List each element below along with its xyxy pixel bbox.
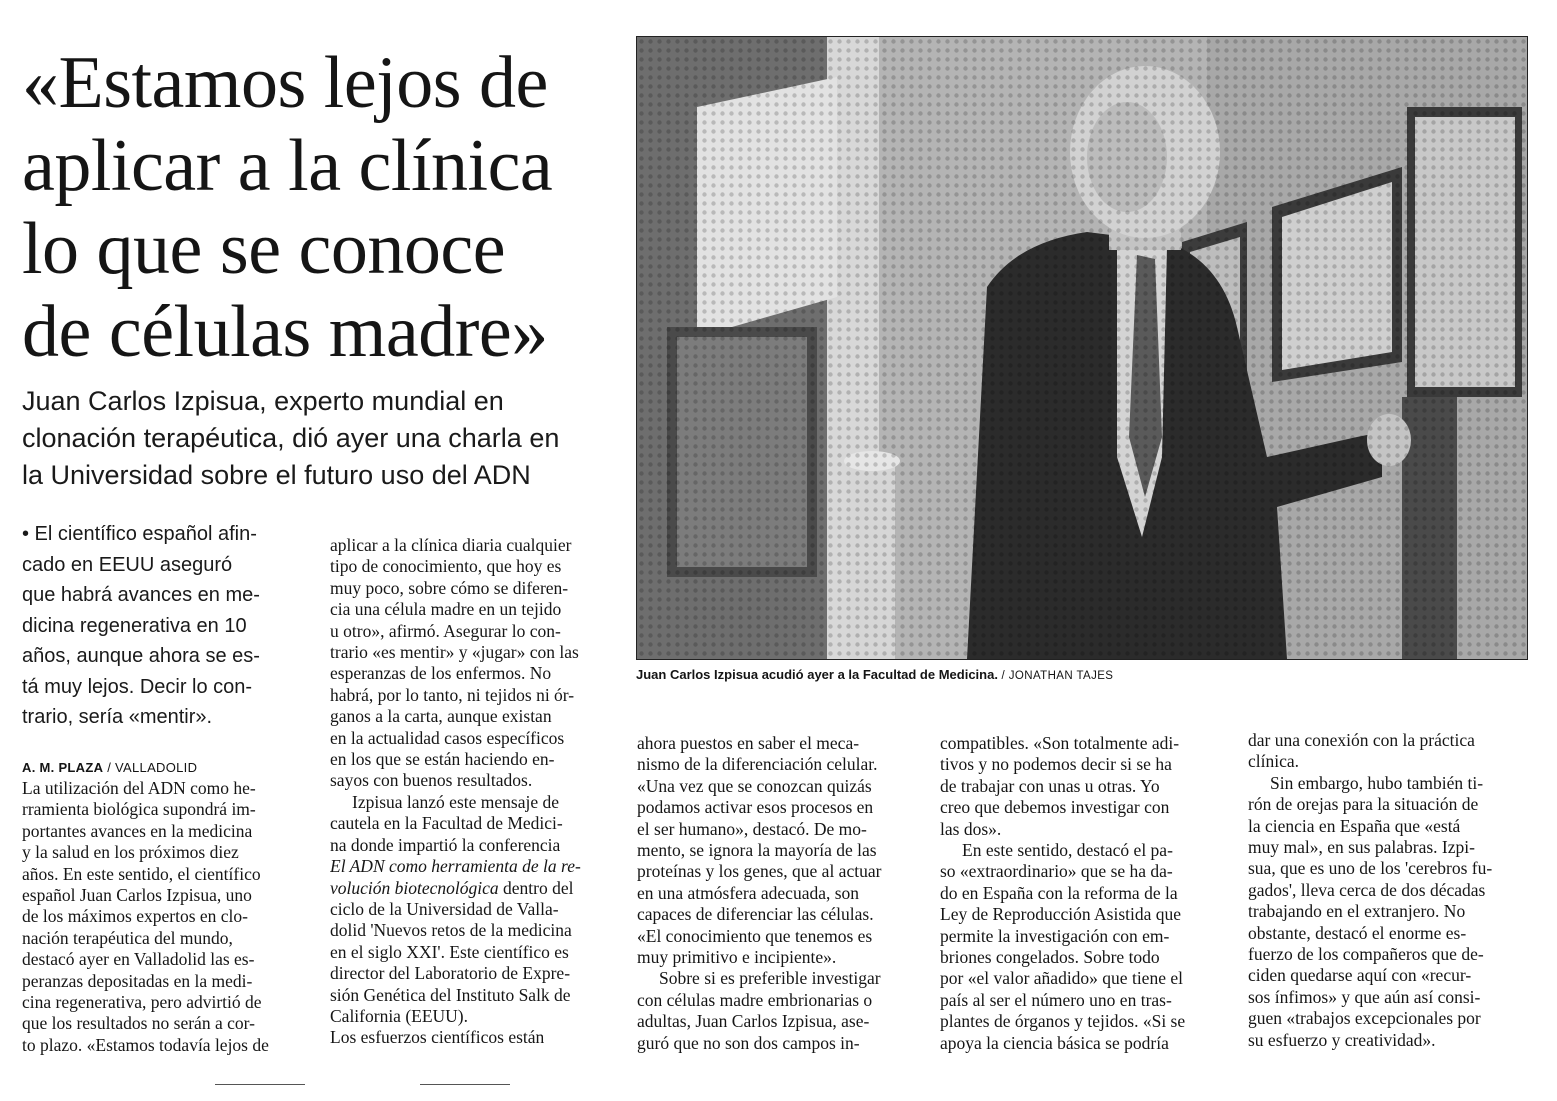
body-text-line: peranzas depositadas en la medi- [22, 970, 253, 991]
body-text-line: esperanzas de los enfermos. No [330, 663, 552, 684]
body-text-line: La utilización del ADN como he- [22, 778, 256, 798]
body-text-line: obstante, destacó el enorme es- [1248, 922, 1467, 943]
body-text-line: su esfuerzo y creatividad». [1248, 1029, 1436, 1050]
body-text-line: creo que debemos investigar con [940, 797, 1170, 818]
body-text-line: cia una célula madre en un tejido [330, 599, 562, 620]
summary-line: cado en EEUU aseguró [22, 553, 233, 576]
body-text-line: Los esfuerzos científicos están [330, 1027, 545, 1048]
body-text-line: en los que se están haciendo en- [330, 749, 555, 770]
body-text-line: El ADN como herramienta de la re- [330, 856, 581, 877]
column-end-rule [420, 1084, 510, 1085]
body-text-line: «El conocimiento que tenemos es [637, 925, 873, 946]
byline-separator: / [103, 760, 116, 775]
body-text-line: en una atmósfera adecuada, son [637, 882, 860, 903]
summary-bullet [22, 519, 292, 733]
body-text-line: California (EEUU). [330, 1005, 469, 1026]
body-text-line: tipo de conocimiento, que hoy es [330, 556, 562, 577]
body-text-line: ganos a la carta, aunque existan [330, 706, 552, 727]
body-text-line: capaces de diferenciar las células. [637, 904, 874, 925]
body-text-line: muy mal», en sus palabras. Izpi- [1248, 837, 1475, 858]
body-text-line: sión Genética del Instituto Salk de [330, 984, 571, 1005]
body-text-line: en la actualidad casos específicos [330, 727, 565, 748]
body-text-line: dar una conexión con la práctica [1248, 730, 1475, 750]
body-text-line: años. En este sentido, el científico [22, 863, 261, 884]
headline-line: aplicar a la clínica [22, 125, 553, 207]
body-text-line: muy primitivo e incipiente». [637, 947, 837, 968]
body-text-line: de los máximos expertos en clo- [22, 906, 248, 927]
headline-line: lo que se conoce [22, 208, 506, 290]
body-text-line: «Una vez que se conozcan quizás [637, 775, 872, 796]
headline [22, 42, 622, 374]
body-text-line: do en España con la reforma de la [940, 882, 1178, 903]
body-text-line: na donde impartió la conferencia [330, 834, 561, 855]
body-text-line: guen «trabajos excepcionales por [1248, 1008, 1481, 1029]
body-text-line: ahora puestos en saber el meca- [637, 733, 860, 753]
body-text-line: director del Laboratorio de Expre- [330, 963, 571, 984]
body-text-line: clínica. [1248, 751, 1300, 772]
body-text-line: permite la investigación con em- [940, 925, 1170, 946]
photo-credit: / JONATHAN TAJES [997, 670, 1114, 682]
body-column-1 [22, 778, 307, 1056]
summary-line: años, aunque ahora se es- [22, 645, 260, 667]
body-text-line: rón de orejas para la situación de [1248, 794, 1479, 815]
body-text-line: En este sentido, destacó el pa- [962, 840, 1173, 861]
body-text-line: ciclo de la Universidad de Valla- [330, 898, 559, 919]
body-text-line: Izpisua lanzó este mensaje de [352, 791, 559, 812]
body-text-line: trario «es mentir» y «jugar» con las [330, 642, 579, 663]
body-text-line: nismo de la diferenciación celular. [637, 754, 878, 775]
body-text-line: dolid 'Nuevos retos de la medicina [330, 920, 572, 941]
body-column-5 [1248, 730, 1533, 1051]
summary-line: tá muy lejos. Decir lo con- [22, 675, 253, 698]
subheadline-line: clonación terapéutica, dió ayer una charla en [22, 423, 560, 453]
body-text-line: fuerzo de los compañeros que de- [1248, 944, 1484, 965]
subheadline-line: Juan Carlos Izpisua, experto mundial en [22, 386, 504, 416]
body-text-line: to plazo. «Estamos todavía lejos de [22, 1034, 269, 1055]
summary-line: que habrá avances en me- [22, 584, 260, 606]
body-text-line: adultas, Juan Carlos Izpisua, ase- [637, 1011, 870, 1032]
body-text-line: destacó ayer en Valladolid las es- [22, 949, 255, 970]
byline [22, 760, 197, 775]
body-text-line: el ser humano», destacó. De mo- [637, 818, 867, 839]
body-text-line: en el siglo XXI'. Este científico es [330, 941, 569, 962]
body-text-line: las dos». [940, 818, 1002, 839]
body-text-line: de trabajar con unas u otras. Yo [940, 775, 1160, 796]
body-text-line: muy poco, sobre cómo se diferen- [330, 577, 569, 598]
body-text-line: volución biotecnológica dentro del [330, 877, 574, 898]
column-end-rule [215, 1084, 305, 1085]
photo-caption [636, 667, 1113, 682]
body-text-line: Sin embargo, hubo también ti- [1270, 772, 1484, 793]
headline-line: de células madre» [22, 291, 548, 373]
body-text-line: cina regenerativa, pero advirtió de [22, 992, 262, 1013]
body-text-line: sayos con buenos resultados. [330, 770, 533, 791]
body-text-line: aplicar a la clínica diaria cualquier [330, 535, 572, 555]
body-text-line: plantes de órganos y tejidos. «Si se [940, 1011, 1186, 1032]
body-text-line: nación terapéutica del mundo, [22, 927, 233, 948]
body-text-line: apoya la ciencia básica se podría [940, 1032, 1169, 1053]
body-text-line: briones congelados. Sobre todo [940, 947, 1160, 968]
body-text-line: Sobre si es preferible investigar [659, 968, 881, 989]
body-column-3 [637, 733, 927, 1054]
body-text-line: ciden quedarse aquí con «recur- [1248, 965, 1472, 986]
body-text-line: país al ser el número uno en tras- [940, 989, 1172, 1010]
subheadline-line: la Universidad sobre el futuro uso del ADN [22, 460, 531, 490]
photo-illustration [637, 37, 1527, 659]
body-text-line: Ley de Reproducción Asistida que [940, 904, 1182, 925]
body-text-line: so «extraordinario» que se ha da- [940, 861, 1173, 882]
body-text-line: proteínas y los genes, que al actuar [637, 861, 882, 882]
summary-line: dicina regenerativa en 10 [22, 614, 247, 637]
body-text-line: con células madre embrionarias o [637, 989, 873, 1010]
body-text-line: guró que no son dos campos in- [637, 1032, 860, 1053]
body-text-line: rramienta biológica supondrá im- [22, 799, 256, 820]
body-column-2 [330, 535, 615, 1049]
byline-location: VALLADOLID [115, 760, 198, 775]
caption-text: Juan Carlos Izpisua acudió ayer a la Facultad de Medicina. [636, 667, 998, 682]
body-text-line: por «el valor añadido» que tiene el [940, 968, 1183, 989]
body-text-line: mento, se ignora la mayoría de las [637, 840, 877, 861]
body-text-line: que los resultados no serán a cor- [22, 1013, 255, 1034]
body-text-line: compatibles. «Son totalmente adi- [940, 733, 1180, 753]
body-text-line: habrá, por lo tanto, ni tejidos ni ór- [330, 684, 575, 705]
subheadline [22, 383, 622, 494]
body-text-line: sos ínfimos» y que aún así consi- [1248, 986, 1481, 1007]
body-text-line: cautela en la Facultad de Medici- [330, 813, 563, 834]
body-text-line: la ciencia en España que «está [1248, 815, 1461, 836]
body-text-line: y la salud en los próximos diez [22, 842, 239, 863]
article-photo [636, 36, 1528, 660]
headline-line: «Estamos lejos de [22, 42, 548, 124]
summary-line: trario, sería «mentir». [22, 706, 213, 728]
byline-author: A. M. PLAZA [22, 760, 104, 775]
body-text-line: español Juan Carlos Izpisua, uno [22, 885, 252, 906]
body-text-line: podamos activar esos procesos en [637, 797, 874, 818]
body-text-line: u otro», afirmó. Asegurar lo con- [330, 620, 561, 641]
body-text-line: trabajando en el extranjero. No [1248, 901, 1466, 922]
body-text-line: gados', lleva cerca de dos décadas [1248, 879, 1486, 900]
body-text-line: sua, que es uno de los 'cerebros fu- [1248, 858, 1493, 879]
body-text-line: tivos y no podemos decir si se ha [940, 754, 1172, 775]
body-text-line: portantes avances en la medicina [22, 820, 253, 841]
body-column-4 [940, 733, 1225, 1054]
summary-line: • El científico español afin- [22, 523, 257, 545]
